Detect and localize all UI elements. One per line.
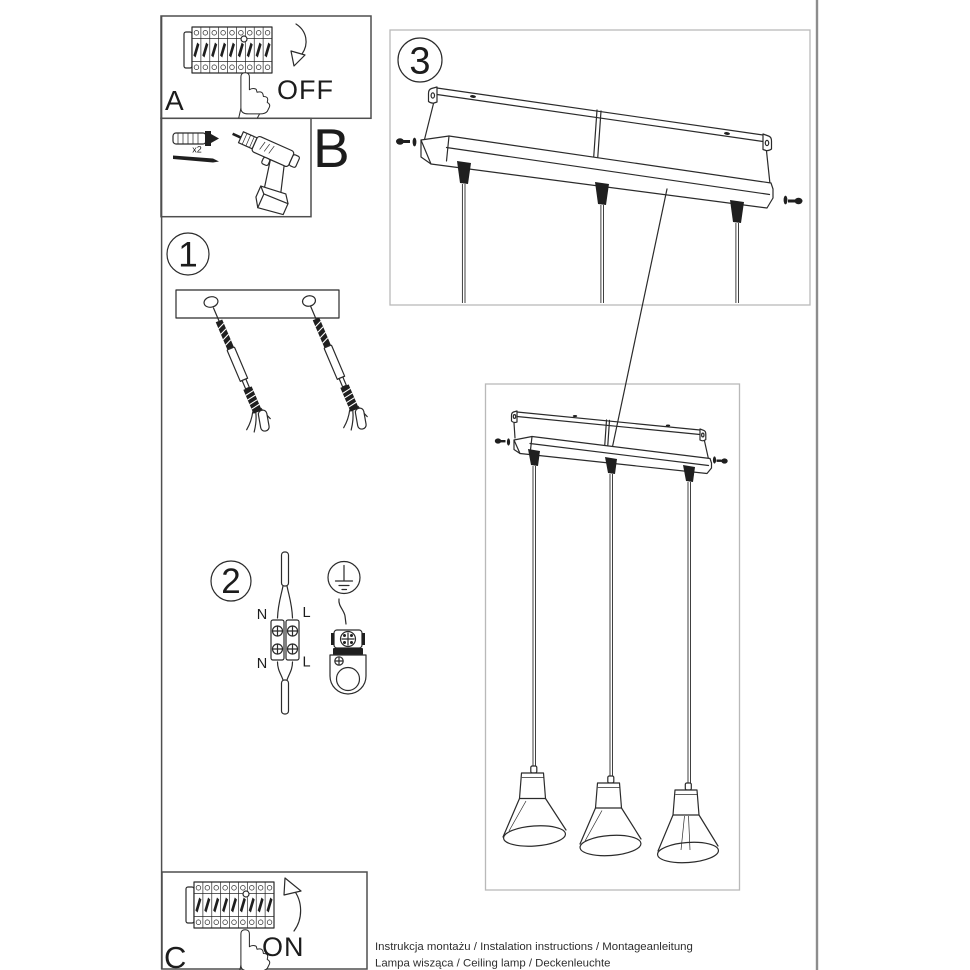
footer-text [375, 941, 693, 970]
terminal-l-top: L [302, 605, 311, 621]
step-3-number: 3 [409, 40, 431, 83]
canopy [421, 136, 773, 208]
lampshade-icon [503, 766, 566, 848]
fixing-screw-icon [713, 456, 728, 463]
mains-cable [278, 552, 293, 714]
mounting-screw-icon [173, 156, 219, 163]
cable-grip-icon [457, 161, 471, 184]
pendant-cables [533, 466, 691, 785]
anchor-screw-icon [198, 304, 274, 438]
cable-grip-icon [528, 449, 540, 466]
step-c-letter: C [164, 940, 187, 970]
step-b-letter: B [313, 117, 350, 179]
terminal-n-top: N [256, 607, 268, 623]
step-c-illustration [164, 878, 305, 970]
pointing-hand-icon [239, 73, 270, 118]
cable-grip-icon [605, 457, 617, 474]
step-3-illustration [396, 38, 803, 303]
fixing-screw-icon [495, 438, 510, 445]
arrow-down-icon [291, 24, 306, 66]
ground-symbol-icon [328, 562, 360, 594]
fixing-screw-icon [396, 138, 416, 147]
step-1-number: 1 [178, 235, 198, 275]
step-1-illustration [167, 233, 371, 438]
step-2-number: 2 [221, 562, 241, 601]
lampshade-icon [579, 776, 641, 858]
anchor-count-label: x2 [192, 144, 202, 155]
mounting-plate [176, 290, 339, 318]
off-label: OFF [277, 75, 334, 105]
cable-grip-icon [683, 465, 695, 482]
cable-grip-icon [595, 182, 609, 205]
cable-clamp [331, 630, 365, 648]
on-label: ON [262, 932, 305, 962]
breaker-panel-icon [184, 27, 272, 73]
step-b-illustration [173, 117, 350, 218]
breaker-panel-icon [186, 882, 274, 928]
step-a-illustration [165, 24, 334, 118]
assembly-illustration [495, 411, 728, 865]
cable-grip-icon [730, 200, 744, 223]
footer-line-1: Instrukcja montażu / Instalation instructions / Montageanleitung [375, 941, 693, 953]
footer-line-2: Lampa wisząca / Ceiling lamp / Deckenleuchte [375, 957, 611, 970]
anchor-screw-icon [295, 302, 371, 436]
earth-wire [339, 599, 346, 624]
drill-icon [209, 126, 308, 218]
terminal-l-bottom: L [302, 654, 311, 671]
step-2-illustration [211, 552, 366, 714]
terminal-n-bottom: N [256, 656, 268, 672]
lampshade-icon [657, 783, 719, 865]
leader-line [612, 189, 667, 449]
fixing-screw-icon [784, 196, 803, 205]
step-a-letter: A [165, 85, 184, 116]
terminal-block [271, 620, 299, 660]
arrow-up-icon [284, 878, 301, 931]
mounting-bracket-piece [330, 648, 366, 694]
